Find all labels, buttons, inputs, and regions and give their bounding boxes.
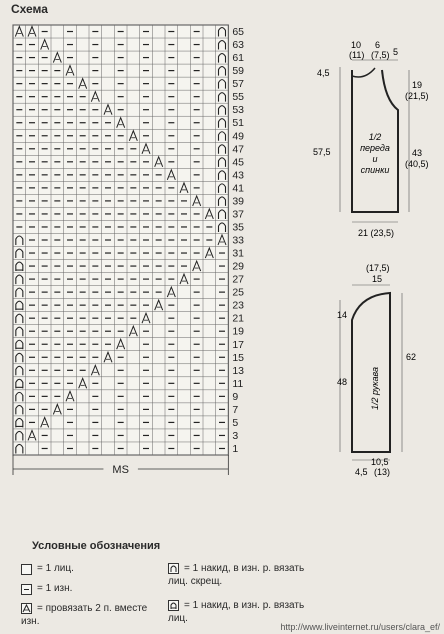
- row-number: 59: [232, 65, 245, 78]
- row-number: 37: [232, 208, 245, 221]
- row-number: 7: [232, 403, 239, 416]
- sleeve-total-label: 62: [406, 352, 417, 362]
- fb-side-label: 43 (40,5): [405, 148, 429, 169]
- row-number: 19: [232, 325, 245, 338]
- row-number: 57: [232, 78, 245, 91]
- row-number: 41: [232, 182, 245, 195]
- legend-decrease: = провязать 2 п. вместе изн.: [21, 603, 148, 627]
- fb-armhole-label: 19 (21,5): [405, 80, 429, 101]
- row-number: 29: [232, 260, 245, 273]
- row-number: 3: [232, 429, 239, 442]
- sleeve-cap-label: 14: [337, 310, 348, 320]
- sleeve-bottom-side-label: 4,5: [355, 467, 368, 477]
- purl-symbol-icon: [21, 584, 32, 595]
- row-number: 35: [232, 221, 245, 234]
- sleeve-top-label: 15(17,5): [366, 263, 390, 284]
- row-number: 43: [232, 169, 245, 182]
- fb-piece-label: 1/2 переда и спинки: [360, 132, 390, 175]
- row-number: 63: [232, 39, 245, 52]
- row-number: 53: [232, 104, 245, 117]
- sleeve-bottom-label: 10,5 (13): [371, 457, 391, 477]
- row-number: 65: [232, 26, 245, 39]
- fb-top-left-label: 10 (11): [349, 40, 365, 60]
- row-number: 51: [232, 117, 245, 130]
- row-number: 49: [232, 130, 245, 143]
- row-number: 23: [232, 299, 245, 312]
- legend-yarn-over: = 1 накид, в изн. р. вязать лиц.: [168, 600, 305, 624]
- legend-title: Условные обозначения: [32, 540, 161, 552]
- legend-purl: = 1 изн.: [21, 583, 72, 596]
- row-number: 39: [232, 195, 245, 208]
- sleeve-length-label: 48: [337, 377, 348, 387]
- chart-title: Схема: [11, 2, 48, 16]
- arch-bar-symbol-icon: [168, 600, 179, 611]
- arch-symbol-icon: [168, 563, 179, 574]
- knit-symbol-icon: [21, 564, 32, 575]
- row-number: 55: [232, 91, 245, 104]
- row-number: 27: [232, 273, 245, 286]
- row-number: 25: [232, 286, 245, 299]
- row-number: 47: [232, 143, 245, 156]
- fb-bottom-width-label: 21 (23,5): [358, 228, 395, 238]
- sleeve-piece-label: 1/2 рукава: [370, 367, 380, 410]
- row-number: 13: [232, 364, 245, 377]
- decrease-symbol-icon: [21, 603, 32, 614]
- row-number: 61: [232, 52, 245, 65]
- row-number: 17: [232, 338, 245, 351]
- legend-yarn-over-twisted: = 1 накид, в изн. р. вязать лиц. скрещ.: [168, 563, 305, 587]
- row-number: 21: [232, 312, 245, 325]
- legend-knit: = 1 лиц.: [21, 563, 74, 576]
- row-number: 1: [232, 443, 239, 455]
- row-number: 15: [232, 351, 245, 364]
- fb-top-right-label: 5: [393, 47, 399, 57]
- row-number: 11: [232, 377, 244, 390]
- repeat-label: MS: [112, 464, 129, 476]
- row-number: 31: [232, 247, 245, 260]
- row-number: 9: [232, 390, 239, 403]
- source-url: http://www.liveinternet.ru/users/clara_ef/: [280, 622, 440, 632]
- fb-neck-depth-label: 4,5: [317, 68, 330, 78]
- row-number: 5: [232, 416, 239, 429]
- row-number: 45: [232, 156, 245, 169]
- row-number: 33: [232, 234, 245, 247]
- fb-total-height-label: 57,5: [313, 147, 331, 157]
- fb-top-mid-label: 6 (7,5): [371, 40, 390, 60]
